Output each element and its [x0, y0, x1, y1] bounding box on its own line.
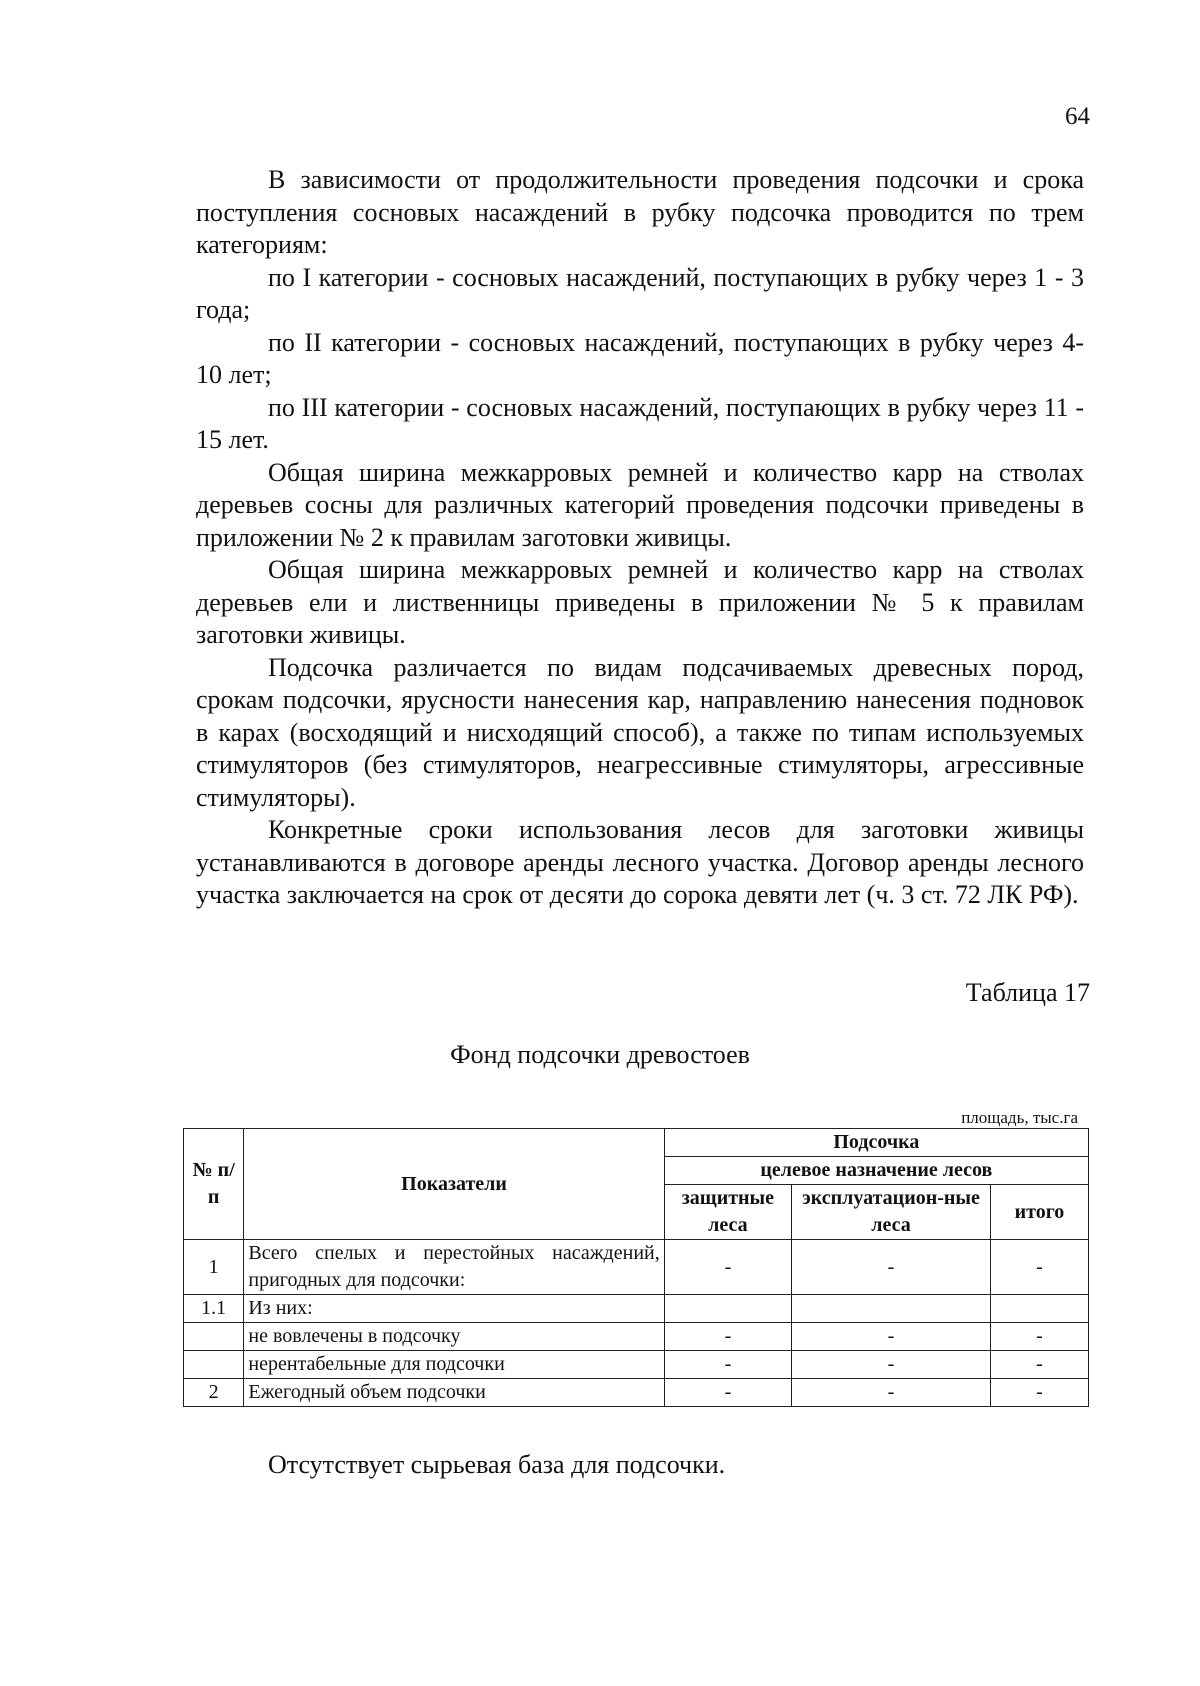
body-text	[196, 164, 1084, 912]
cell-value	[990, 1295, 1088, 1323]
page-number: 64	[1065, 103, 1090, 130]
table-row	[184, 1323, 1089, 1351]
header-indicator: Показатели	[244, 1129, 664, 1240]
cell-label: Ежегодный объем подсочки	[244, 1379, 664, 1407]
header-col2: эксплуатацион-ные леса	[792, 1185, 991, 1240]
paragraph: Подсочка различается по видам подсачиваемых древесных пород, срокам подсочки, ярусности нанесения кар, направлению нанесения подновок в карах (восходящий и нисходящий способ), а также по типам используемых стимуляторов (без стимуляторов, неагрессивные стимуляторы, агрессивные стимуляторы).	[196, 652, 1084, 812]
header-col3: итого	[990, 1185, 1088, 1240]
cell-num	[184, 1323, 244, 1351]
paragraph: В зависимости от продолжительности проведения подсочки и срока поступления сосновых насаждений в рубку подсочка проводится по трем категориям:	[196, 165, 1084, 259]
cell-label: Из них:	[244, 1295, 664, 1323]
paragraph: по III категории - сосновых насаждений, поступающих в рубку через 11 - 15 лет.	[196, 392, 1084, 454]
table-label: Таблица 17	[965, 978, 1090, 1007]
cell-value: -	[990, 1379, 1088, 1407]
header-num: № п/ п	[184, 1129, 244, 1240]
cell-value: -	[664, 1351, 791, 1379]
paragraph: Конкретные сроки использования лесов для заготовки живицы устанавливаются в договоре аренды лесного участка. Договор аренды лесного участка заключается на срок от десяти до сорока девяти лет (ч. 3 ст. 72 ЛК РФ).	[196, 815, 1084, 909]
table-row	[184, 1240, 1089, 1295]
header-group: Подсочка	[664, 1129, 1088, 1157]
cell-label: нерентабельные для подсочки	[244, 1351, 664, 1379]
cell-value: -	[664, 1323, 791, 1351]
unit-note: площадь, тыс.га	[961, 1108, 1078, 1127]
paragraph: Общая ширина межкарровых ремней и количество карр на стволах деревьев ели и лиственницы приведены в приложении № 5 к правилам заготовки живицы.	[196, 555, 1084, 649]
header-col1: защитные леса	[664, 1185, 791, 1240]
cell-value: -	[792, 1379, 991, 1407]
cell-label: не вовлечены в подсочку	[244, 1323, 664, 1351]
cell-num	[184, 1351, 244, 1379]
footer-text: Отсутствует сырьевая база для подсочки.	[268, 1450, 726, 1479]
header-subgroup: целевое назначение лесов	[664, 1157, 1088, 1185]
cell-value: -	[664, 1379, 791, 1407]
cell-value: -	[792, 1240, 991, 1295]
cell-value: -	[792, 1351, 991, 1379]
table-row	[184, 1295, 1089, 1323]
cell-value: -	[990, 1240, 1088, 1295]
cell-value: -	[664, 1240, 791, 1295]
cell-value: -	[990, 1323, 1088, 1351]
cell-num: 2	[184, 1379, 244, 1407]
cell-num: 1	[184, 1240, 244, 1295]
cell-value	[664, 1295, 791, 1323]
data-table	[183, 1128, 1089, 1407]
table-row	[184, 1379, 1089, 1407]
cell-num: 1.1	[184, 1295, 244, 1323]
cell-label: Всего спелых и перестойных насаждений, пригодных для подсочки:	[244, 1240, 664, 1295]
paragraph: Общая ширина межкарровых ремней и количество карр на стволах деревьев сосны для различных категорий проведения подсочки приведены в приложении № 2 к правилам заготовки живицы.	[196, 457, 1084, 552]
cell-value	[792, 1295, 991, 1323]
cell-value: -	[990, 1351, 1088, 1379]
cell-value: -	[792, 1323, 991, 1351]
paragraph: по II категории - сосновых насаждений, поступающих в рубку через 4- 10 лет;	[196, 327, 1084, 389]
paragraph: по I категории - сосновых насаждений, поступающих в рубку через 1 - 3 года;	[196, 262, 1084, 324]
table-title: Фонд подсочки древостоев	[450, 1040, 750, 1069]
table-row	[184, 1351, 1089, 1379]
